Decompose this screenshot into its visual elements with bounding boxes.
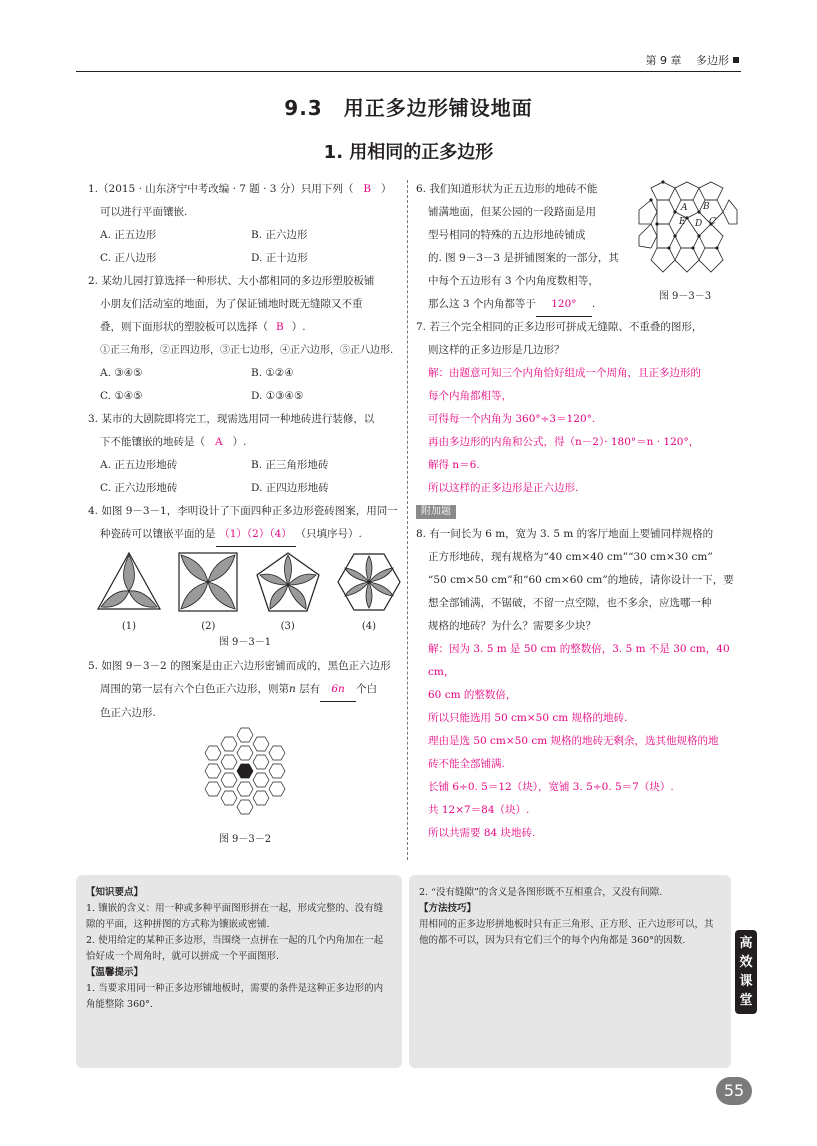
hexagon-tiling-icon xyxy=(190,727,300,823)
knowledge-box: 【知识要点】 1. 镶嵌的含义：用一种或多种平面图形拼在一起，形成完整的、没有缝隙的平面，这种拼图的方式称为镶嵌或密铺. 2. 使用给定的某种正多边形，当围绕一点拼在一起的几个内角加在一起恰好成一个周角时，就可以拼成一个平面图形. 【温馨提示】 1. 当要求用同一种正多边形铺地板时，需要的条件是这种正多边形的内角能整除 360°. xyxy=(76,875,402,1068)
answer-2: B xyxy=(276,321,284,333)
right-column xyxy=(416,178,738,845)
figure-9-3-3 xyxy=(630,180,740,305)
svg-text:B: B xyxy=(703,202,710,212)
hexagon-star-icon xyxy=(336,551,402,613)
pentagon-petal-icon xyxy=(255,551,321,613)
tile-square: (2) xyxy=(177,551,239,635)
options-3: A. 正五边形地砖 B. 正三角形地砖 C. 正六边形地砖 D. 正四边形地砖 xyxy=(100,459,329,494)
options-1: A. 正五边形 B. 正六边形 C. 正八边形 D. 正十边形 xyxy=(100,229,308,264)
question-4: 4. 如图 9－3－1，李明设计了下面四种正多边形瓷砖图案，用同一 种瓷砖可以镶嵌平面的是 （1）（2）（4） （只填序号）. (1) (2) (3) (4) 图 9－3－1 xyxy=(88,500,402,651)
caption-9-3-3: 图 9－3－3 xyxy=(658,291,712,302)
svg-text:E: E xyxy=(679,217,686,227)
extra-question-label: 附加题 xyxy=(416,505,456,519)
column-divider xyxy=(407,180,408,860)
tips-box: 2. “没有缝隙”的含义是各图形既不互相重合，又没有间隙. 【方法技巧】 用相同的正多边形拼地板时只有正三角形、正方形、正六边形可以，其他的都不可以，因为只有它们三个的每个内角都是 360°的因数. xyxy=(409,875,731,1068)
svg-text:C: C xyxy=(709,217,716,227)
answer-1: B xyxy=(363,183,372,195)
tile-hexagon: (4) xyxy=(336,551,402,635)
section-title: 9.3 用正多边形铺设地面 xyxy=(284,96,533,120)
question-3: 3. 某市的大剧院即将完工，现需选用同一种地砖进行装修，以 下不能镶嵌的地砖是（ A ）. A. 正五边形地砖 B. 正三角形地砖 C. 正六边形地砖 D. 正四边形地砖 xyxy=(88,408,402,500)
answer-3: A xyxy=(215,436,223,448)
page-number: 55 xyxy=(716,1077,752,1105)
square-petal-icon xyxy=(177,551,239,613)
svg-text:D: D xyxy=(695,219,703,229)
chapter-number: 第 9 章 xyxy=(645,54,682,67)
answer-5: 6n xyxy=(320,678,356,702)
solution-8: 解：因为 3. 5 m 是 50 cm 的整数倍，3. 5 m 不是 30 cm，40 cm， 60 cm 的整数倍， 所以只能选用 50 cm×50 cm 规格的地砖. 理由是选 50 cm×50 cm 规格的地砖无剩余，选其他规格的地 砖不能全部铺满. 长铺 6÷0. 5＝12（块），宽铺 3. 5÷0. 5＝7（块）. 共 12×7＝84（块）. 所以共需要 84 块地砖. xyxy=(428,643,730,839)
svg-text:A: A xyxy=(681,203,688,213)
figure-9-3-2 xyxy=(88,727,402,848)
tile-triangle: (1) xyxy=(96,551,162,635)
options-2: A. ③④⑤ B. ①②④ C. ①④⑤ D. ①③④⑤ xyxy=(100,367,304,402)
figure-9-3-1 xyxy=(88,551,402,635)
question-8: 8. 有一间长为 6 m，宽为 3. 5 m 的客厅地面上要铺同样规格的 正方形地砖，现有规格为“40 cm×40 cm”“30 cm×30 cm” “50 cm×50 cm”和“60 cm×60 cm”的地砖，请你设计一下，要 想全部铺满，不锯破，不留一点空隙，也不多余，应选哪一种 规格的地砖？为什么？需要多少块？ 解：因为 3. 5 m 是 50 cm 的整数倍，3. 5 m 不是 30 cm，40 cm， 60 cm 的整数倍， 所以只能选用 50 cm×50 cm 规格的地砖. 理由是选 50 cm×50 cm 规格的地砖无剩余，选其他规格的地 砖不能全部铺满. 长铺 6÷0. 5＝12（块），宽铺 3. 5÷0. 5＝7（块）. 共 12×7＝84（块）. 所以共需要 84 块地砖. xyxy=(416,523,738,845)
square-mark-icon xyxy=(733,57,739,63)
question-1: 1.（2015 · 山东济宁中考改编 · 7 题 · 3 分）只用下列（ B ） 可以进行平面镶嵌. A. 正五边形 B. 正六边形 C. 正八边形 D. 正十边形 xyxy=(88,178,402,270)
pentagon-tiling-icon xyxy=(631,180,739,280)
left-column xyxy=(88,178,402,848)
question-6: 6. 我们知道形状为正五边形的地砖不能 铺满地面，但某公园的一段路面是用 型号相同的特殊的五边形地砖铺成 的. 图 9－3－3 是拼铺图案的一部分，其 中每个五边形有 3 个内角度数相等， 那么这 3 个内角都等于 120° . A B C D E 图 9－3－3 xyxy=(416,178,738,316)
tile-pentagon: (3) xyxy=(255,551,321,635)
question-5: 5. 如图 9－3－2 的图案是由正六边形密铺而成的，黑色正六边形 周围的第一层有六个白色正六边形，则第n 层有 6n 个白 色正六边形. 图 9－3－2 xyxy=(88,655,402,848)
answer-6: 120° xyxy=(536,293,592,317)
section-subtitle: 1. 用相同的正多边形 xyxy=(323,142,494,163)
solution-7: 解：由题意可知三个内角恰好组成一个周角，且正多边形的 每个内角都相等， 可得每一个内角为 360°÷3＝120°. 再由多边形的内角和公式，得（n－2）· 180°＝n · 120°， 解得 n＝6. 所以这样的正多边形是正六边形. xyxy=(428,367,701,494)
running-header xyxy=(76,52,741,72)
side-tab: 高 效 课 堂 xyxy=(735,930,757,1014)
caption-9-3-1: 图 9－3－1 xyxy=(218,637,272,648)
triangle-petal-icon xyxy=(96,551,162,613)
caption-9-3-2: 图 9－3－2 xyxy=(218,834,272,845)
question-2: 2. 某幼儿园打算选择一种形状、大小都相同的多边形塑胶板铺 小朋友们活动室的地面，为了保证铺地时既无缝隙又不重 叠，则下面形状的塑胶板可以选择（ B ）. ①正三角形，②正四边形，③正七边形，④正六边形，⑤正八边形. A. ③④⑤ B. ①②④ C. ①④⑤ D. ①③④⑤ xyxy=(88,270,402,408)
question-7: 7. 若三个完全相同的正多边形可拼成无缝隙、不重叠的图形， 则这样的正多边形是几边形？ 解：由题意可知三个内角恰好组成一个周角，且正多边形的 每个内角都相等， 可得每一个内角为 360°÷3＝120°. 再由多边形的内角和公式，得（n－2）· 180°＝n · 120°， 解得 n＝6. 所以这样的正多边形是正六边形. xyxy=(416,316,738,500)
chapter-title: 多边形 xyxy=(696,54,729,67)
answer-4: （1）（2）（4） xyxy=(216,523,296,547)
